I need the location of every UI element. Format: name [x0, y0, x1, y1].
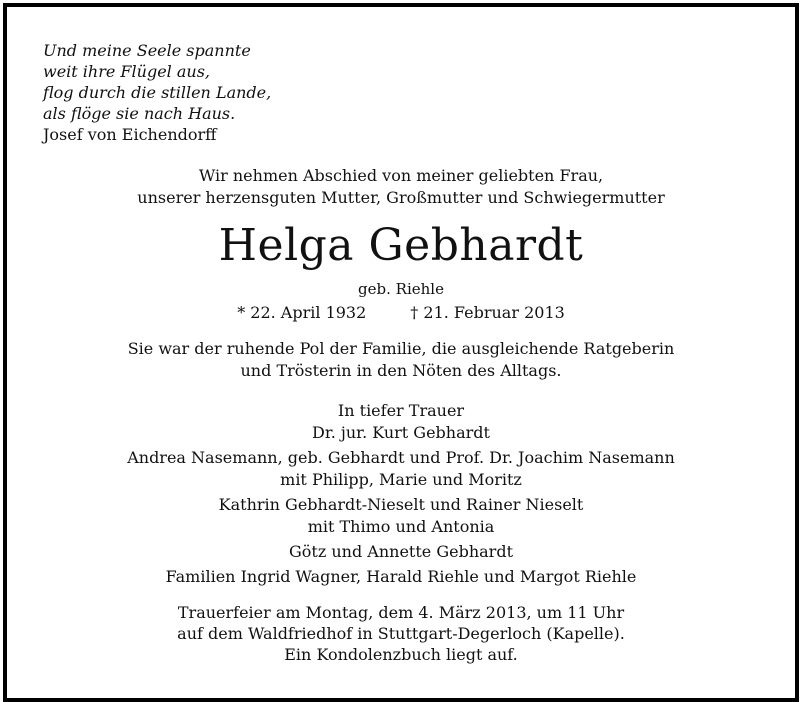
- funeral-line: Ein Kondolenzbuch liegt auf.: [284, 645, 518, 664]
- death-date: † 21. Februar 2013: [410, 303, 565, 322]
- intro-line: unserer herzensguten Mutter, Großmutter und Schwiegermutter: [137, 188, 665, 207]
- mourners-heading: In tiefer Trauer: [337, 401, 465, 420]
- description-text: [7, 338, 795, 382]
- mourner-line: Familien Ingrid Wagner, Harald Riehle und Margot Riehle: [165, 567, 637, 586]
- funeral-line: auf dem Waldfriedhof in Stuttgart-Degerloch (Kapelle).: [177, 624, 625, 643]
- description-line: und Trösterin in den Nöten des Alltags.: [240, 361, 562, 380]
- poem-line: weit ihre Flügel aus,: [43, 62, 210, 81]
- intro-line: Wir nehmen Abschied von meiner geliebten Frau,: [198, 166, 604, 185]
- mourner-line: mit Thimo und Antonia: [307, 517, 495, 536]
- poem-author: Josef von Eichendorff: [43, 125, 217, 144]
- life-dates: [7, 302, 795, 324]
- poem-line: flog durch die stillen Lande,: [43, 83, 272, 102]
- birth-date: * 22. April 1932: [237, 303, 367, 322]
- poem-line: Und meine Seele spannte: [43, 41, 251, 60]
- deceased-name: Helga Gebhardt: [218, 220, 584, 271]
- mourner-line: Andrea Nasemann, geb. Gebhardt und Prof. Dr. Joachim Nasemann: [127, 448, 675, 467]
- intro-text: [7, 165, 795, 209]
- obituary-notice: [3, 3, 799, 702]
- mourner-line: Götz und Annette Gebhardt: [289, 542, 513, 561]
- mourner-line: mit Philipp, Marie und Moritz: [280, 470, 522, 489]
- description-line: Sie war der ruhende Pol der Familie, die ausgleichende Ratgeberin: [127, 339, 675, 358]
- poem-block: [43, 40, 271, 145]
- poem-line: als flöge sie nach Haus.: [43, 104, 236, 123]
- funeral-info: [7, 602, 795, 665]
- mourners-list: [7, 400, 795, 591]
- mourner-line: Dr. jur. Kurt Gebhardt: [312, 423, 490, 442]
- maiden-name: geb. Riehle: [358, 280, 444, 298]
- mourner-line: Kathrin Gebhardt-Nieselt und Rainer Nieselt: [218, 495, 584, 514]
- funeral-line: Trauerfeier am Montag, dem 4. März 2013, um 11 Uhr: [177, 603, 625, 622]
